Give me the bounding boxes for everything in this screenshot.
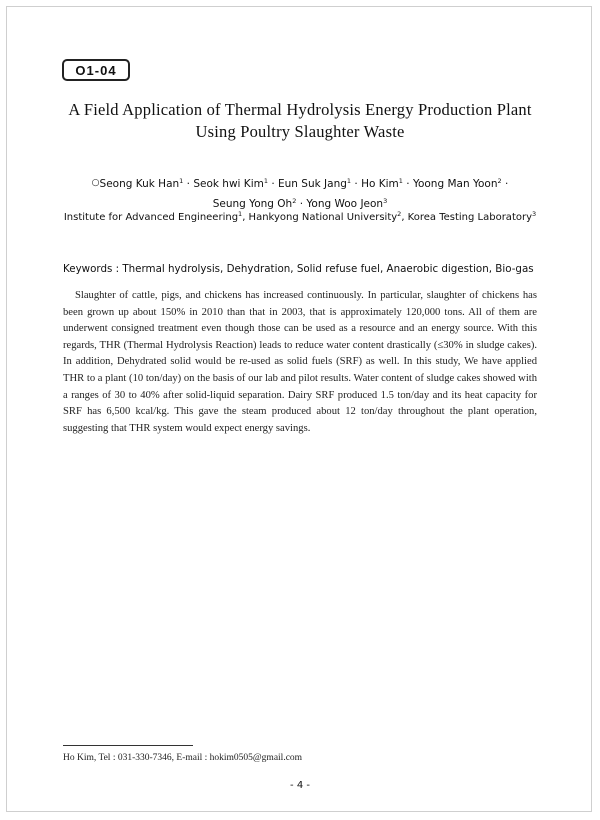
affiliation-line: Institute for Advanced Engineering$^1$, Hankyong National University$^2$, Korea Testing Laboratory$^3$: [63, 210, 537, 223]
author-list: [60, 173, 540, 214]
author-separator: ·: [271, 178, 275, 190]
author-affiliation: 2: [292, 197, 297, 205]
affiliation-number: 3: [532, 210, 537, 218]
author-separator: ·: [354, 178, 358, 190]
affiliation-number: 2: [397, 210, 402, 218]
author-name: Seong Kuk Han: [99, 178, 180, 190]
author-name: Yong Woo Jeon: [306, 198, 384, 210]
author-affiliation: 1: [346, 177, 352, 185]
author-affiliation: 1: [179, 177, 184, 185]
author-affiliation: 1: [263, 177, 268, 185]
author-name: Seok hwi Kim: [193, 178, 264, 190]
presenter-circle-icon: ○: [91, 178, 100, 188]
title-line-1: A Field Application of Thermal Hydrolysis Energy Production Plant: [68, 100, 532, 119]
author-separator: ·: [504, 178, 509, 190]
corresponding-author-footnote: Ho Kim, Tel : 031-330-7346, E-mail : hokim0505@gmail.com: [63, 753, 303, 763]
title-line-2: Using Poultry Slaughter Waste: [195, 122, 405, 141]
author-separator: ·: [186, 178, 190, 190]
author-name: Yoong Man Yoon: [412, 178, 498, 190]
affiliation-name: Korea Testing Laboratory: [407, 212, 533, 223]
author-separator: ·: [299, 198, 304, 210]
abstract-paragraph: Slaughter of cattle, pigs, and chickens has increased continuously. In particular, slaughter of chickens has been grown up about 150% in 2010 than that in 2003, that is approximately 120,000 tons. All of them are underwent consigned treatment even though those can be used as a resource and an energy source. With this regards, THR (Thermal Hydrolysis Reaction) leads to reduce water content drastically (≤30% in sludge cakes). In addition, Dehydrated solid would be re-used as solid fuels (SRF) as well. In this study, We have applied THR to a plant (10 ton/day) on the basis of our lab and pilot results. Water content of sludge cakes showed with a ranges of 30 to 40% after solid-liquid separation. Dairy SRF produced 1.5 ton/day and its heat capacity for SRF has 6,500 kcal/kg. This gave the steam produced about 12 ton/day throughout the plant operation, suggesting that THR system would expect energy savings.: [63, 290, 537, 434]
paper-title: [60, 99, 540, 143]
affiliation-name: Hankyong National University: [248, 212, 398, 223]
affiliation-number: 1: [238, 210, 243, 218]
session-badge: O1-04: [62, 59, 130, 81]
affiliation-name: Institute for Advanced Engineering: [63, 212, 239, 223]
page-number: - 4 -: [290, 780, 310, 791]
footnote-divider: [63, 745, 193, 746]
author-affiliation: 2: [497, 177, 502, 185]
author-affiliation: 1: [398, 177, 403, 185]
author-separator: ·: [406, 178, 410, 190]
keywords-line: Keywords : Thermal hydrolysis, Dehydration, Solid refuse fuel, Anaerobic digestion, Bio-gas: [63, 263, 534, 275]
author-name: Eun Suk Jang: [278, 178, 347, 190]
author-line-1: [60, 173, 540, 194]
author-name: Ho Kim: [361, 178, 399, 190]
author-affiliation: 3: [383, 197, 388, 205]
author-name: Seung Yong Oh: [212, 198, 293, 210]
